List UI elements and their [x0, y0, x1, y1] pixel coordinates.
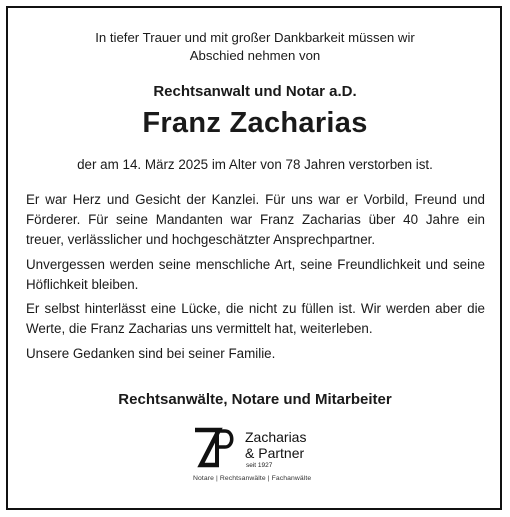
- logo-since: seit 1927: [246, 462, 273, 469]
- intro-text: [0, 29, 510, 65]
- paragraph-3: Er selbst hinterlässt eine Lücke, die nicht zu füllen ist. Wir werden aber die Werte, die Franz Zacharias uns vermittelt hat, weiterleben.: [26, 301, 485, 336]
- deceased-role: Rechtsanwalt und Notar a.D.: [153, 83, 357, 100]
- paragraph-2: Unvergessen werden seine menschliche Art, seine Freundlichkeit und seine Höflichkeit bleiben.: [26, 257, 485, 292]
- paragraph-4: Unsere Gedanken sind bei seiner Familie.: [26, 346, 276, 361]
- intro-line-1: In tiefer Trauer und mit großer Dankbarkeit müssen wir: [95, 30, 415, 45]
- logo-name-line-1: Zacharias: [245, 429, 307, 445]
- paragraph-1: Er war Herz und Gesicht der Kanzlei. Für uns war er Vorbild, Freund und Förderer. Für seine Mandanten war Franz Zacharias über 40 Jahre ein treuer, verlässlicher und hochgeschätzter Ansprechpartner.: [26, 192, 485, 247]
- zp-logo-icon: [193, 427, 237, 469]
- logo-tagline: Notare | Rechtsanwälte | Fachanwälte: [193, 475, 312, 482]
- logo-name-line-2: & Partner: [245, 445, 305, 461]
- intro-line-2: Abschied nehmen von: [189, 48, 321, 63]
- deceased-name: Franz Zacharias: [142, 107, 368, 139]
- death-statement: der am 14. März 2025 im Alter von 78 Jahren verstorben ist.: [77, 157, 433, 172]
- signature-line: Rechtsanwälte, Notare und Mitarbeiter: [118, 391, 392, 408]
